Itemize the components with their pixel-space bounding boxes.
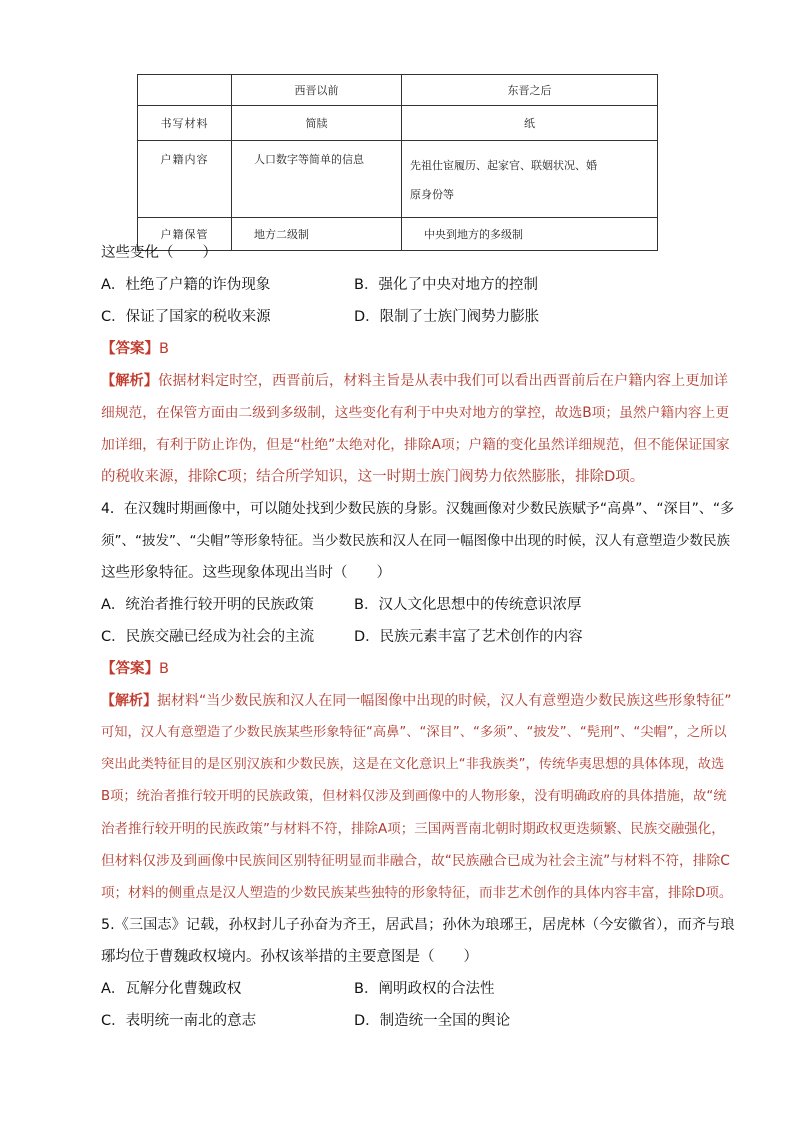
- cell-before: 地方二级制: [232, 218, 402, 251]
- analysis-text: 据材料“当少数民族和汉人在同一幅图像中出现的时候，汉人有意塑造少数民族这些形象特征”: [157, 693, 732, 709]
- q3-answer: [101, 339, 169, 359]
- table-header-empty: [138, 75, 232, 106]
- table-header-after: 东晋之后: [402, 75, 658, 106]
- q3-analysis-line: 的税收来源，排除C项；结合所学知识，这一时期士族门阀势力依然膨胀，排除D项。: [101, 469, 645, 485]
- analysis-tag: 【解析】: [101, 693, 157, 709]
- cell-after: 纸: [402, 106, 658, 141]
- q5-option-a: A．瓦解分化曹魏政权: [101, 981, 242, 997]
- q3-option-d: D．限制了士族门阀势力膨胀: [354, 309, 540, 325]
- table-header-before: 西晋以前: [232, 75, 402, 106]
- q4-analysis-line: 但材料仅涉及到画像中民族间区别特征明显而非融合，故“民族融合已成为社会主流”与材料不符，排除C: [101, 853, 730, 869]
- q3-analysis-line: 加详细，有利于防止诈伪，但是“杜绝”太绝对化，排除A项；户籍的变化虽然详细规范，但不能保证国家: [101, 437, 730, 453]
- q4-option-b: B．汉人文化思想中的传统意识浓厚: [354, 597, 582, 613]
- row-label-register-keeping: 户籍保管: [138, 218, 232, 251]
- answer-value: B: [159, 661, 169, 677]
- q4-option-c: C．民族交融已经成为社会的主流: [101, 629, 315, 645]
- row-label-register-content: 户籍内容: [138, 141, 232, 218]
- q3-option-c: C．保证了国家的税收来源: [101, 309, 271, 325]
- q3-analysis-line: [101, 371, 728, 391]
- q4-analysis-line: 突出此类特征目的是区别汉族和少数民族，这是在文化意识上“非我族类”，传统华夷思想的具体体现，故选: [101, 757, 725, 772]
- q4-analysis-line: B项；统治者推行较开明的民族政策，但材料仅涉及到画像中的人物形象，没有明确政府的具体措施，故“统: [101, 789, 727, 804]
- q5-option-c: C．表明统一南北的意志: [101, 1013, 257, 1029]
- q3-stem: 这些变化（ ）: [101, 245, 217, 261]
- cell-after: [402, 141, 658, 218]
- q4-stem-line: 4．在汉魏时期画像中，可以随处找到少数民族的身影。汉魏画像对少数民族赋予“高鼻”、“深目”、“多: [101, 501, 735, 517]
- answer-tag: 【答案】: [101, 341, 159, 357]
- row-label-writing-material: 书写材料: [138, 106, 232, 141]
- q3-option-b: B．强化了中央对地方的控制: [354, 277, 538, 293]
- answer-value: B: [159, 341, 169, 357]
- analysis-tag: 【解析】: [101, 373, 159, 389]
- table-row: [138, 141, 658, 218]
- household-register-comparison-table: [137, 74, 658, 251]
- cell-after-line-2: 原身份等: [410, 188, 454, 201]
- cell-after-line-1: 先祖仕宦履历、起家官、联姻状况、婚: [410, 159, 597, 172]
- cell-before: 简牍: [232, 106, 402, 141]
- q4-option-d: D．民族元素丰富了艺术创作的内容: [354, 629, 583, 645]
- q4-analysis-line: 可知，汉人有意塑造了少数民族某些形象特征“高鼻”、“深目”、“多须”、“披发”、“髡刑”、“尖帽”，之所以: [101, 725, 727, 740]
- cell-before: 人口数字等简单的信息: [232, 141, 402, 218]
- cell-after: 中央到地方的多级制: [402, 218, 658, 251]
- analysis-text: 依据材料定时空，西晋前后，材料主旨是从表中我们可以看出西晋前后在户籍内容上更加详: [158, 373, 729, 389]
- q4-stem-line: 这些形象特征。这些现象体现出当时（ ）: [101, 565, 391, 581]
- q4-stem-line: 须”、“披发”、“尖帽”等形象特征。当少数民族和汉人在同一幅图像中出现的时候，汉人有意塑造少数民族: [101, 533, 730, 549]
- q3-analysis-line: 细规范，在保管方面由二级到多级制，这些变化有利于中央对地方的掌控，故选B项；虽然户籍内容上更: [101, 405, 730, 421]
- q3-option-a: A．杜绝了户籍的诈伪现象: [101, 277, 271, 293]
- q4-answer: [101, 659, 169, 679]
- q4-analysis-line: 项；材料的侧重点是汉人塑造的少数民族某些独特的形象特征，而非艺术创作的具体内容丰富，排除D项。: [101, 885, 733, 901]
- q5-stem-line: 5.《三国志》记载，孙权封儿子孙奋为齐王，居武昌；孙休为琅琊王，居虎林（今安徽省），而齐与琅: [101, 917, 735, 933]
- q4-option-a: A．统治者推行较开明的民族政策: [101, 597, 314, 613]
- table-header-row: [138, 75, 658, 106]
- q5-option-d: D．制造统一全国的舆论: [354, 1013, 511, 1029]
- answer-tag: 【答案】: [101, 661, 159, 677]
- q4-analysis-line: 治者推行较开明的民族政策”与材料不符，排除A项；三国两晋南北朝时期政权更迭频繁、民族交融强化，: [101, 821, 725, 837]
- q4-analysis-line: [101, 691, 732, 711]
- q5-option-b: B．阐明政权的合法性: [354, 981, 495, 997]
- q5-stem-line: 琊均位于曹魏政权境内。孙权该举措的主要意图是（ ）: [101, 949, 478, 965]
- table-row: [138, 106, 658, 141]
